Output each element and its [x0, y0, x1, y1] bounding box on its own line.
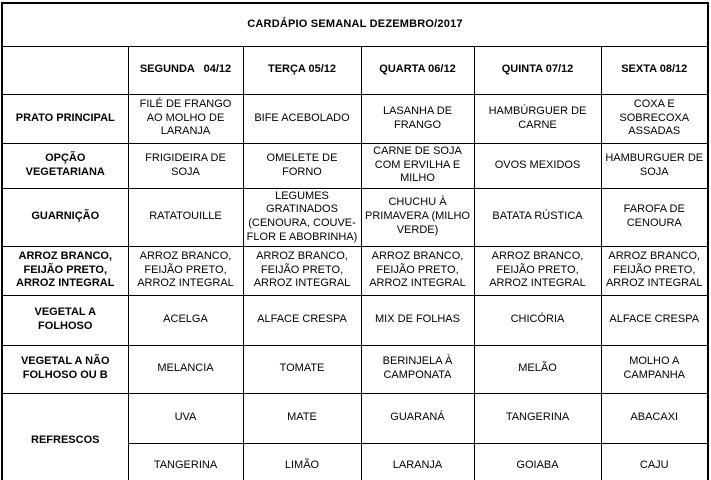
menu-cell: HAMBÚRGUER DE CARNE [474, 94, 601, 143]
corner-cell [2, 46, 128, 94]
menu-cell: ARROZ BRANCO, FEIJÃO PRETO, ARROZ INTEGRAL [601, 246, 708, 295]
menu-cell: MATE [243, 393, 361, 443]
menu-cell: COXA E SOBRECOXA ASSADAS [601, 94, 708, 143]
menu-cell: CHUCHU À PRIMAVERA (MILHO VERDE) [361, 188, 474, 246]
menu-cell: ALFACE CRESPA [243, 295, 361, 345]
row-label-refrescos: REFRESCOS [2, 393, 128, 480]
menu-cell: ABACAXI [601, 393, 708, 443]
row-label-prato-principal: PRATO PRINCIPAL [2, 94, 128, 143]
row-label-guarnicao: GUARNIÇÃO [2, 188, 128, 246]
day-header-quinta: QUINTA 07/12 [474, 46, 601, 94]
row-guarnicao [2, 188, 708, 246]
day-header-quarta: QUARTA 06/12 [361, 46, 474, 94]
page-title: CARDÁPIO SEMANAL DEZEMBRO/2017 [2, 3, 708, 46]
menu-cell: OMELETE DE FORNO [243, 143, 361, 188]
menu-cell: LASANHA DE FRANGO [361, 94, 474, 143]
row-vegetal-nao-folhoso [2, 345, 708, 393]
menu-cell: MOLHO A CAMPANHA [601, 345, 708, 393]
menu-cell: CARNE DE SOJA COM ERVILHA E MILHO [361, 143, 474, 188]
menu-cell: RATATOUILLE [128, 188, 243, 246]
menu-cell: LEGUMES GRATINADOS (CENOURA, COUVE-FLOR E ABOBRINHA) [243, 188, 361, 246]
menu-cell: MELÃO [474, 345, 601, 393]
menu-cell: CHICÓRIA [474, 295, 601, 345]
menu-table [1, 2, 709, 480]
row-label-vegetal-folhoso: VEGETAL A FOLHOSO [2, 295, 128, 345]
row-label-arroz: ARROZ BRANCO, FEIJÃO PRETO, ARROZ INTEGRAL [2, 246, 128, 295]
menu-cell: FRIGIDEIRA DE SOJA [128, 143, 243, 188]
menu-cell: UVA [128, 393, 243, 443]
menu-cell: LARANJA [361, 443, 474, 480]
menu-cell: GUARANÁ [361, 393, 474, 443]
row-opcao-vegetariana [2, 143, 708, 188]
row-prato-principal [2, 94, 708, 143]
menu-cell: FILÉ DE FRANGO AO MOLHO DE LARANJA [128, 94, 243, 143]
menu-cell: ARROZ BRANCO, FEIJÃO PRETO, ARROZ INTEGRAL [361, 246, 474, 295]
menu-cell: TOMATE [243, 345, 361, 393]
title-row [2, 3, 708, 46]
menu-cell: ARROZ BRANCO, FEIJÃO PRETO, ARROZ INTEGRAL [128, 246, 243, 295]
menu-cell: MELANCIA [128, 345, 243, 393]
day-header-sexta: SEXTA 08/12 [601, 46, 708, 94]
menu-cell: GOIABA [474, 443, 601, 480]
row-vegetal-folhoso [2, 295, 708, 345]
menu-cell: FAROFA DE CENOURA [601, 188, 708, 246]
menu-cell: LIMÃO [243, 443, 361, 480]
menu-cell: ALFACE CRESPA [601, 295, 708, 345]
menu-cell: ARROZ BRANCO, FEIJÃO PRETO, ARROZ INTEGRAL [474, 246, 601, 295]
day-header-terca: TERÇA 05/12 [243, 46, 361, 94]
header-row [2, 46, 708, 94]
row-label-vegetal-nao-folhoso: VEGETAL A NÃO FOLHOSO OU B [2, 345, 128, 393]
row-label-opcao-vegetariana: OPÇÃO VEGETARIANA [2, 143, 128, 188]
menu-cell: HAMBURGUER DE SOJA [601, 143, 708, 188]
day-header-segunda: SEGUNDA 04/12 [128, 46, 243, 94]
menu-cell: ARROZ BRANCO, FEIJÃO PRETO, ARROZ INTEGRAL [243, 246, 361, 295]
menu-cell: TANGERINA [128, 443, 243, 480]
menu-cell: BERINJELA À CAMPONATA [361, 345, 474, 393]
menu-cell: BIFE ACEBOLADO [243, 94, 361, 143]
menu-cell: ACELGA [128, 295, 243, 345]
menu-cell: OVOS MEXIDOS [474, 143, 601, 188]
menu-cell: BATATA RÚSTICA [474, 188, 601, 246]
row-refrescos-1 [2, 393, 708, 443]
row-arroz [2, 246, 708, 295]
menu-cell: TANGERINA [474, 393, 601, 443]
menu-cell: CAJU [601, 443, 708, 480]
menu-cell: MIX DE FOLHAS [361, 295, 474, 345]
